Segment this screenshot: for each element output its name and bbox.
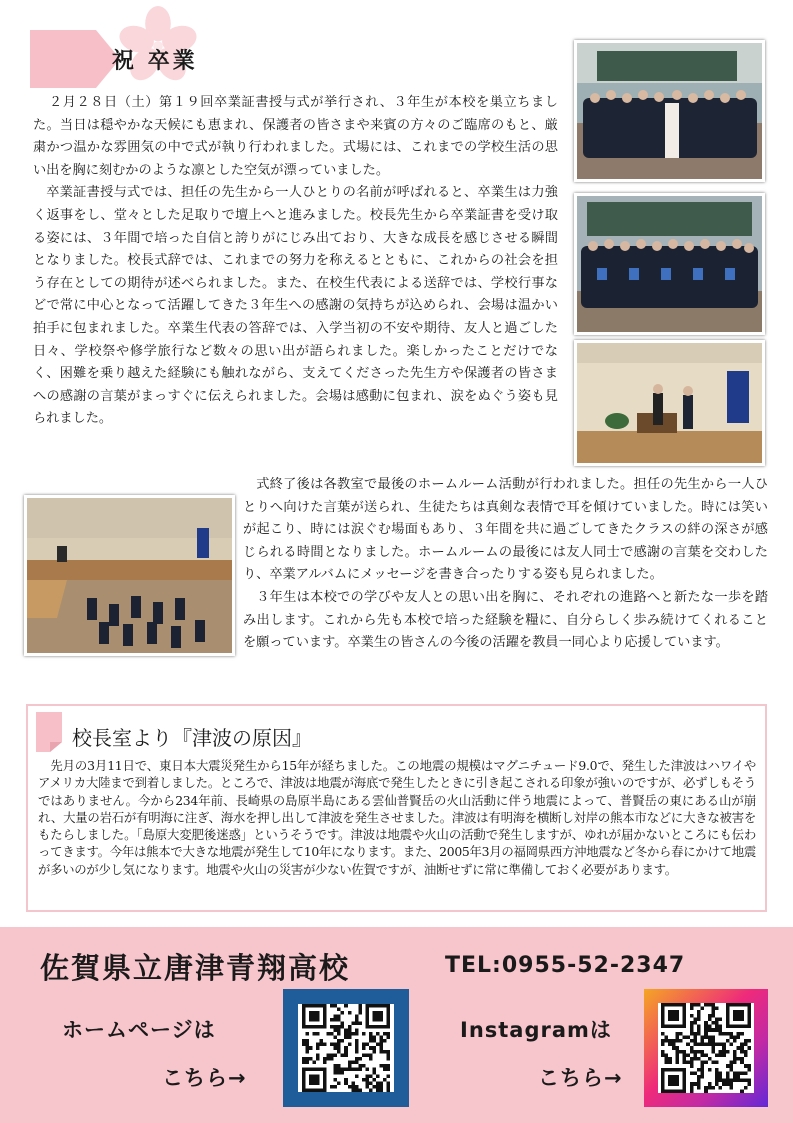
instagram-qr-code-icon[interactable] bbox=[658, 1003, 754, 1093]
title-banner-shape bbox=[30, 30, 120, 88]
homepage-arrow-label: こちら→ bbox=[162, 1066, 247, 1090]
article-body-bottom bbox=[243, 474, 768, 655]
article-body-top bbox=[33, 92, 558, 431]
telephone-number: TEL:0955-52-2347 bbox=[445, 953, 686, 978]
article-paragraph-2: 卒業証書授与式では、担任の先生から一人ひとりの名前が呼ばれると、卒業生は力強く返事をし、堂々とした足取りで壇上へと進みました。校長先生から卒業証書を受け取る姿には、３年間で培った自信と誇りがにじみ出ており、大きな成長を感じさせる瞬間となりました。校長式辞では、これまでの努力を称えるとともに、これからの社会を担う存在としての期待が述べられました。また、在校生代表による送辞では、学校行事などで常に中心となって活躍してきた３年生への感謝の気持ちが込められ、会場は温かい拍手に包まれました。卒業生代表の答辞では、入学当初の不安や期待、友人と過ごした日々、学校祭や修学旅行など数々の思い出が語られました。楽しかったことだけでなく、困難を乗り越えた経験にも触れながら、支えてくださった先生方や保護者の皆さまへの感謝の言葉がまっすぐに伝えられました。会場は感動に包まれ、涙をぬぐう姿も見られました。 bbox=[33, 185, 558, 427]
principal-column-title: 校長室より『津波の原因』 bbox=[72, 726, 312, 750]
photo-gymnasium-ceremony bbox=[24, 495, 235, 656]
article-paragraph-4: ３年生は本校での学びや友人との思い出を胸に、それぞれの進路へと新たな一歩を踏み出します。これから先も本校で培った経験を糧に、自分らしく歩み続けてくれることを願っています。卒業生の皆さんの今後の活躍を教員一同心より応援しています。 bbox=[243, 589, 768, 651]
photo-diploma-ceremony-stage bbox=[574, 340, 765, 466]
homepage-label: ホームページは bbox=[62, 1018, 216, 1042]
photo-graduates-classroom-2 bbox=[574, 193, 765, 335]
principal-column-text: 先月の3月11日で、東日本大震災発生から15年が経ちました。この地震の規模はマグニチュード9.0で、発生した津波はハワイやアメリカ大陸まで到着しました。ところで、津波は地震が海底で発生したときに引き起こされる印象が強いのですが、必ずしもそうではありません。今から234年前、長崎県の島原半島にある雲仙普賢岳の火山活動に伴う地震によって、普賢岳の東にある山が崩れ、大量の岩石が有明海に注ぎ、海水を押し出して津波を発生させました。津波は有明海を横断し対岸の熊本市などに大きな被害をもたらしました。「島原大変肥後迷惑」というそうです。津波は地震や火山の活動で発生しますが、ゆれが届かないところにも伝わってきます。今年は熊本で大きな地震が発生して10年になります。また、2005年3月の福岡県西方沖地震など冬から春にかけて地震が多いのが少し気になります。地震や火山の災害が少ない佐賀ですが、油断せずに常に準備しておく必要があります。 bbox=[38, 758, 756, 877]
instagram-arrow-label: こちら→ bbox=[538, 1066, 623, 1090]
homepage-qr-code-icon[interactable] bbox=[298, 1004, 394, 1092]
article-paragraph-3: 式終了後は各教室で最後のホームルーム活動が行われました。担任の先生から一人ひとりへ向けた言葉が送られ、生徒たちは真剣な表情で耳を傾けていました。時には笑いが起こり、時には涙ぐむ場面もあり、３年間を共に過ごしてきたクラスの絆の深さが感じられる時間となりました。ホームルームの最後には友人同士で感謝の言葉を交わしたり、卒業アルバムにメッセージを書き合ったりする姿も見られました。 bbox=[243, 477, 768, 583]
school-name: 佐賀県立唐津青翔高校 bbox=[40, 951, 351, 985]
article-title: 祝 卒業 bbox=[112, 49, 198, 74]
photo-graduates-classroom-1 bbox=[574, 40, 765, 182]
instagram-label: Instagramは bbox=[460, 1018, 612, 1042]
note-paper-icon bbox=[36, 712, 62, 752]
article-paragraph-1: ２月２８日（土）第１９回卒業証書授与式が挙行され、３年生が本校を巣立ちました。当日は穏やかな天候にも恵まれ、保護者の皆さまや来賓の方々のご臨席のもと、厳粛かつ温かな雰囲気の中で式が執り行われました。式場には、これまでの学校生活の思い出を胸に刻むかのような凛とした空気が漂っていました。 bbox=[33, 95, 558, 178]
